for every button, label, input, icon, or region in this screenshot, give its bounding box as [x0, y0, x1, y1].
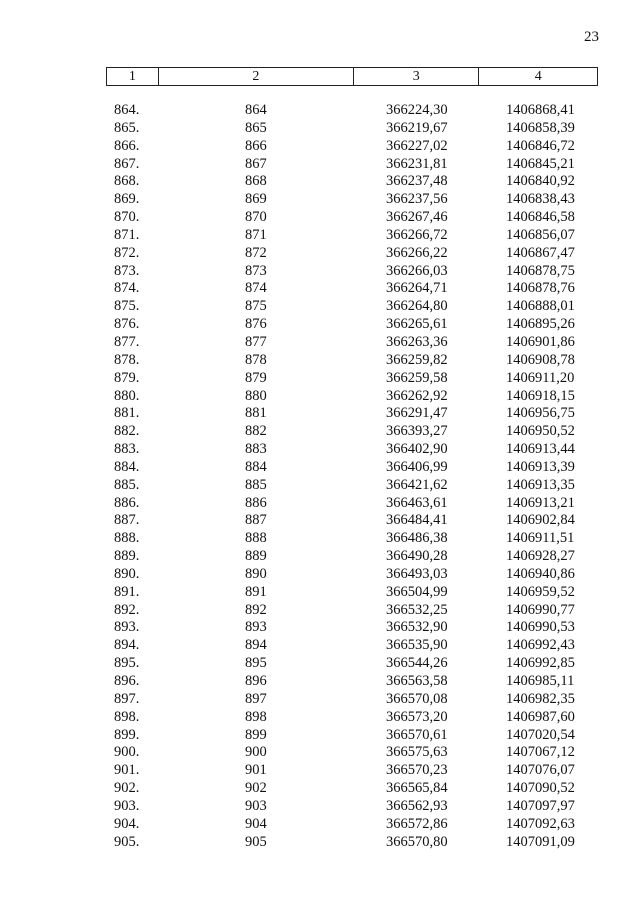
coordinate-x: 366264,71: [386, 280, 448, 297]
row-index: 877.: [114, 333, 140, 350]
table-row: [0, 619, 640, 637]
table-row: [0, 655, 640, 673]
row-index: 904.: [114, 815, 140, 832]
row-index: 872.: [114, 244, 140, 261]
point-number: 867: [245, 155, 267, 172]
row-index: 901.: [114, 762, 140, 779]
table-row: [0, 459, 640, 477]
coordinate-y: 1406911,51: [506, 530, 575, 547]
coordinate-y: 1407067,12: [506, 744, 575, 761]
coordinate-x: 366237,56: [386, 191, 448, 208]
table-row: [0, 602, 640, 620]
point-number: 883: [245, 441, 267, 458]
point-number: 875: [245, 298, 267, 315]
row-index: 899.: [114, 726, 140, 743]
coordinate-y: 1407076,07: [506, 762, 575, 779]
point-number: 880: [245, 387, 267, 404]
table-row: [0, 370, 640, 388]
row-index: 889.: [114, 548, 140, 565]
row-index: 880.: [114, 387, 140, 404]
point-number: 900: [245, 744, 267, 761]
coordinate-y: 1406868,41: [506, 102, 575, 118]
coordinate-x: 366237,48: [386, 173, 448, 190]
coordinate-x: 366532,25: [386, 601, 448, 618]
coordinate-x: 366406,99: [386, 458, 448, 475]
table-row: [0, 245, 640, 263]
coordinate-y: 1406940,86: [506, 565, 575, 582]
coordinate-x: 366535,90: [386, 637, 448, 654]
table-row: [0, 156, 640, 174]
coordinate-x: 366563,58: [386, 673, 448, 689]
row-index: 905.: [114, 833, 140, 850]
coordinate-y: 1406928,27: [506, 548, 575, 565]
point-number: 872: [245, 244, 267, 261]
coordinate-y: 1406959,52: [506, 583, 575, 600]
coordinate-y: 1406992,85: [506, 655, 575, 672]
table-row: [0, 120, 640, 138]
table-row: [0, 334, 640, 352]
coordinate-y: 1406950,52: [506, 423, 575, 440]
coordinate-x: 366231,81: [386, 155, 448, 172]
coordinate-y: 1407091,09: [506, 833, 575, 850]
row-index: 886.: [114, 494, 140, 511]
row-index: 884.: [114, 458, 140, 475]
row-index: 895.: [114, 655, 140, 672]
row-index: 864.: [114, 102, 140, 118]
table-row: [0, 584, 640, 602]
table-row: [0, 548, 640, 566]
coordinate-x: 366570,61: [386, 726, 448, 743]
row-index: 882.: [114, 423, 140, 440]
coordinate-x: 366573,20: [386, 708, 448, 725]
table-row: [0, 173, 640, 191]
coordinate-y: 1406990,77: [506, 601, 575, 618]
coordinate-y: 1406913,39: [506, 458, 575, 475]
coordinate-x: 366490,28: [386, 548, 448, 565]
table-row: [0, 388, 640, 406]
row-index: 897.: [114, 690, 140, 707]
table-row: [0, 512, 640, 530]
coordinate-x: 366227,02: [386, 137, 448, 154]
table-row: [0, 637, 640, 655]
table-row: [0, 209, 640, 227]
coordinate-x: 366263,36: [386, 333, 448, 350]
row-index: 870.: [114, 209, 140, 226]
coordinate-x: 366267,46: [386, 209, 448, 226]
coordinate-x: 366219,67: [386, 119, 448, 136]
coordinate-x: 366532,90: [386, 619, 448, 636]
point-number: 864: [245, 102, 267, 118]
coordinate-y: 1406985,11: [506, 673, 575, 689]
row-index: 874.: [114, 280, 140, 297]
coordinate-y: 1406888,01: [506, 298, 575, 315]
table-row: [0, 798, 640, 816]
coordinate-x: 366259,58: [386, 369, 448, 386]
point-number: 897: [245, 690, 267, 707]
row-index: 875.: [114, 298, 140, 315]
point-number: 870: [245, 209, 267, 226]
point-number: 899: [245, 726, 267, 743]
coordinate-x: 366572,86: [386, 815, 448, 832]
coordinate-y: 1406895,26: [506, 316, 575, 333]
coordinate-x: 366570,23: [386, 762, 448, 779]
coordinate-x: 366575,63: [386, 744, 448, 761]
coordinate-x: 366463,61: [386, 494, 448, 511]
coordinate-y: 1406918,15: [506, 387, 575, 404]
point-number: 866: [245, 137, 267, 154]
point-number: 868: [245, 173, 267, 190]
point-number: 865: [245, 119, 267, 136]
point-number: 888: [245, 530, 267, 547]
table-row: [0, 530, 640, 548]
column-header-3: 3: [354, 68, 479, 85]
table-row: [0, 227, 640, 245]
row-index: 892.: [114, 601, 140, 618]
coordinate-y: 1407020,54: [506, 726, 575, 743]
coordinate-y: 1406992,43: [506, 637, 575, 654]
point-number: 905: [245, 833, 267, 850]
row-index: 873.: [114, 262, 140, 279]
coordinate-y: 1407097,97: [506, 797, 575, 814]
point-number: 874: [245, 280, 267, 297]
coordinate-x: 366264,80: [386, 298, 448, 315]
table-row: [0, 102, 640, 120]
point-number: 901: [245, 762, 267, 779]
row-index: 902.: [114, 780, 140, 797]
point-number: 904: [245, 815, 267, 832]
point-number: 903: [245, 797, 267, 814]
coordinate-x: 366504,99: [386, 583, 448, 600]
row-index: 876.: [114, 316, 140, 333]
row-index: 900.: [114, 744, 140, 761]
coordinate-x: 366562,93: [386, 797, 448, 814]
coordinate-x: 366486,38: [386, 530, 448, 547]
coordinate-y: 1406913,35: [506, 476, 575, 493]
table-row: [0, 816, 640, 834]
table-row: [0, 280, 640, 298]
coordinate-y: 1406878,75: [506, 262, 575, 279]
coordinate-y: 1406990,53: [506, 619, 575, 636]
row-index: 903.: [114, 797, 140, 814]
row-index: 883.: [114, 441, 140, 458]
row-index: 888.: [114, 530, 140, 547]
coordinate-y: 1406911,20: [506, 369, 575, 386]
coordinate-y: 1406956,75: [506, 405, 575, 422]
point-number: 896: [245, 673, 267, 689]
row-index: 891.: [114, 583, 140, 600]
table-row: [0, 423, 640, 441]
coordinate-y: 1406845,21: [506, 155, 575, 172]
table-row: [0, 495, 640, 513]
point-number: 873: [245, 262, 267, 279]
point-number: 890: [245, 565, 267, 582]
coordinate-x: 366393,27: [386, 423, 448, 440]
point-number: 877: [245, 333, 267, 350]
table-row: [0, 762, 640, 780]
table-row: [0, 352, 640, 370]
point-number: 885: [245, 476, 267, 493]
coordinate-y: 1407090,52: [506, 780, 575, 797]
row-index: 867.: [114, 155, 140, 172]
coordinate-y: 1406987,60: [506, 708, 575, 725]
coordinate-x: 366265,61: [386, 316, 448, 333]
coordinate-x: 366544,26: [386, 655, 448, 672]
point-number: 869: [245, 191, 267, 208]
table-row: [0, 709, 640, 727]
table-row: [0, 727, 640, 745]
point-number: 879: [245, 369, 267, 386]
coordinate-y: 1406858,39: [506, 119, 575, 136]
row-index: 871.: [114, 226, 140, 243]
row-index: 890.: [114, 565, 140, 582]
table-row: [0, 316, 640, 334]
coordinate-y: 1406867,47: [506, 244, 575, 261]
point-number: 882: [245, 423, 267, 440]
coordinate-table-body: [0, 102, 640, 851]
row-index: 866.: [114, 137, 140, 154]
coordinate-x: 366266,03: [386, 262, 448, 279]
row-index: 865.: [114, 119, 140, 136]
column-header-4: 4: [534, 68, 542, 84]
table-row: [0, 441, 640, 459]
table-header: [106, 67, 598, 86]
coordinate-x: 366493,03: [386, 565, 448, 582]
coordinate-x: 366421,62: [386, 476, 448, 493]
table-row: [0, 191, 640, 209]
point-number: 889: [245, 548, 267, 565]
coordinate-x: 366259,82: [386, 351, 448, 368]
coordinate-y: 1406913,21: [506, 494, 575, 511]
row-index: 887.: [114, 512, 140, 529]
point-number: 895: [245, 655, 267, 672]
coordinate-y: 1406856,07: [506, 226, 575, 243]
coordinate-y: 1406846,58: [506, 209, 575, 226]
coordinate-x: 366402,90: [386, 441, 448, 458]
table-row: [0, 263, 640, 281]
coordinate-y: 1406913,44: [506, 441, 575, 458]
coordinate-y: 1406838,43: [506, 191, 575, 208]
point-number: 893: [245, 619, 267, 636]
point-number: 884: [245, 458, 267, 475]
point-number: 878: [245, 351, 267, 368]
table-row: [0, 780, 640, 798]
row-index: 893.: [114, 619, 140, 636]
coordinate-y: 1407092,63: [506, 815, 575, 832]
row-index: 878.: [114, 351, 140, 368]
table-row: [0, 691, 640, 709]
page-number: 23: [584, 29, 599, 45]
coordinate-x: 366291,47: [386, 405, 448, 422]
point-number: 892: [245, 601, 267, 618]
table-row: [0, 405, 640, 423]
coordinate-y: 1406901,86: [506, 333, 575, 350]
table-row: [0, 673, 640, 691]
row-index: 869.: [114, 191, 140, 208]
point-number: 886: [245, 494, 267, 511]
point-number: 881: [245, 405, 267, 422]
table-row: [0, 834, 640, 852]
row-index: 885.: [114, 476, 140, 493]
coordinate-y: 1406982,35: [506, 690, 575, 707]
coordinate-y: 1406846,72: [506, 137, 575, 154]
coordinate-x: 366570,08: [386, 690, 448, 707]
row-index: 881.: [114, 405, 140, 422]
coordinate-x: 366570,80: [386, 833, 448, 850]
column-header-1: 1: [107, 68, 159, 85]
point-number: 902: [245, 780, 267, 797]
table-row: [0, 298, 640, 316]
row-index: 898.: [114, 708, 140, 725]
coordinate-x: 366266,72: [386, 226, 448, 243]
coordinate-x: 366262,92: [386, 387, 448, 404]
row-index: 896.: [114, 673, 140, 689]
coordinate-x: 366565,84: [386, 780, 448, 797]
point-number: 898: [245, 708, 267, 725]
row-index: 879.: [114, 369, 140, 386]
table-row: [0, 138, 640, 156]
coordinate-y: 1406908,78: [506, 351, 575, 368]
point-number: 876: [245, 316, 267, 333]
point-number: 894: [245, 637, 267, 654]
row-index: 894.: [114, 637, 140, 654]
table-row: [0, 744, 640, 762]
point-number: 887: [245, 512, 267, 529]
coordinate-x: 366224,30: [386, 102, 448, 118]
coordinate-y: 1406902,84: [506, 512, 575, 529]
table-row: [0, 566, 640, 584]
row-index: 868.: [114, 173, 140, 190]
coordinate-x: 366484,41: [386, 512, 448, 529]
coordinate-y: 1406878,76: [506, 280, 575, 297]
coordinate-x: 366266,22: [386, 244, 448, 261]
point-number: 871: [245, 226, 267, 243]
coordinate-y: 1406840,92: [506, 173, 575, 190]
table-row: [0, 477, 640, 495]
point-number: 891: [245, 583, 267, 600]
column-header-2: 2: [159, 68, 354, 85]
